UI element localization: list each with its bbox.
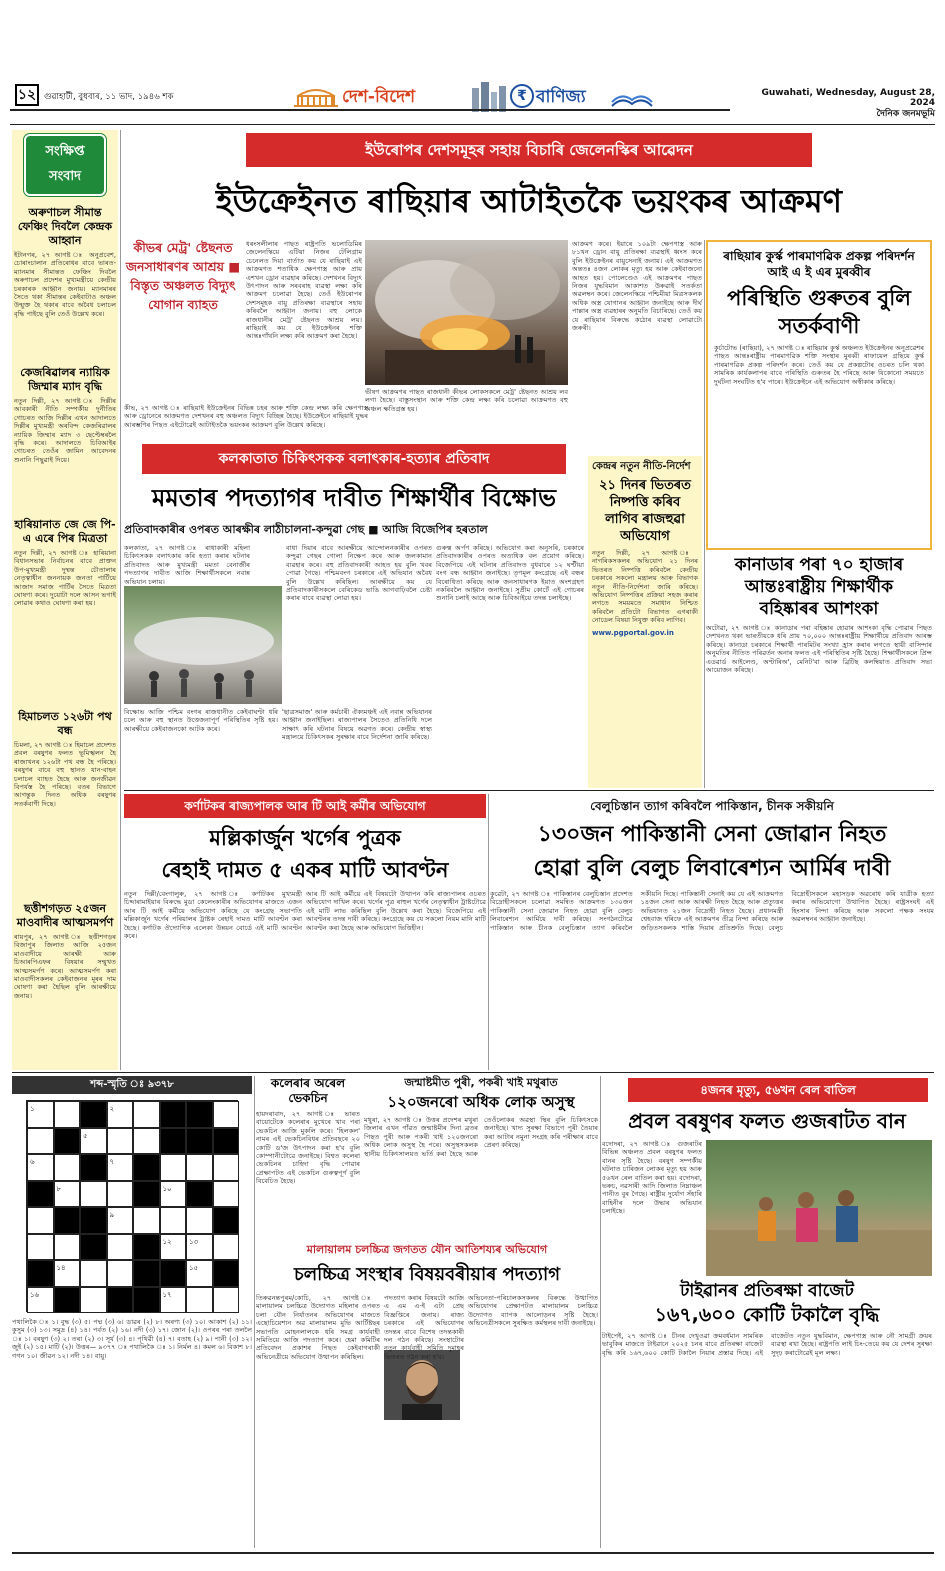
crossword-block [160,1128,187,1155]
crossword-block [54,1207,81,1234]
flood-rescue-illustration [706,1140,932,1276]
crossword-cell[interactable]: ৫ [80,1128,107,1155]
brief-item [14,902,116,1068]
column-rule [120,130,121,1070]
crossword-clues: পথালিকৈ ঃ ১। বুদ্ধ (৩) ৫। পদ্ম (৩) ৬। ডাৱৰ (২) ৮। অৰণ্য (৩) ১০। আকাশ (২) ১১। কুসুম (৩) ১৩। সমুদ্ৰ (৪) ১৪। পৰ্বত (২) ১৬। নদী (৩) ১৭। জোন (২)। ওপৰৰ পৰা তললৈ ঃ ১। বৰষুণ (৩) ২। তৰা (২) ৩। সূৰ্য (৩) ৪। পৃথিৱী (৪) ৭। বতাহ (২) ৯। পানী (৩) ১২। জুই (২) ১৫। মাটি (২)। উত্তৰ— ৯৩৭৭ ঃ পথালিকৈ ঃ ১। নিৰ্মল ৪। কমল ৬। বিকাশ ৮। গগন ১০। জীৱন ১২। নদী ১৪। বায়ু। [12,1318,252,1360]
skyline-icon [468,80,508,112]
crossword-cell[interactable]: ১৭ [160,1287,187,1314]
crossword-cell[interactable] [213,1181,240,1208]
date-english: Guwahati, Wednesday, August 28, 2024 [761,88,935,108]
kolkata-body1: কলকাতা, ২৭ আগষ্ট ঃ ৰাধাকাৰী মহিলা চিকিৎসকক বলাৎকাৰ কৰি হত্যা কৰাৰ ঘটনাৰ প্ৰতিবাদত আৰু মুখ্যমন্ত্ৰী মমতা বেনাৰ্জীৰ পদত্যাগৰ দাবীত আজি শিক্ষাৰ্থীসকলে নবান্ন অভিযান চলায়। [124,544,250,586]
pakistan-headline2: হোৱা বুলি বেলুচ লিবাৰেশ্যন আৰ্মিৰ দাবী [533,856,891,881]
crossword-cell[interactable] [54,1154,81,1181]
crossword-cell[interactable] [107,1260,134,1287]
kharge-band: কৰ্ণাটকৰ ৰাজ্যপালক আৰ টি আই কৰ্মীৰ অভিযোগ [124,794,486,818]
crossword-cell[interactable]: ১৩ [186,1234,213,1261]
crossword-block [80,1234,107,1261]
top-story-col3: আক্ৰমণ কৰে। ইয়াৰে ১০৯টা ক্ষেপণাস্ত্ৰ আৰু ৮১খন ড্ৰোন বায়ু প্ৰতিৰক্ষা ব্যৱস্থাই ধ্বংস কৰে বুলি ইউক্ৰেইনৰ বায়ুসেনাই জনায়। এই আক্ৰমণত অন্ততঃ ৪জন লোকৰ মৃত্যু হয় আৰু কেইবাজনো আহত হয়। পোলেণ্ডেও এই আক্ৰমণৰ পাছত নিজৰ যুদ্ধবিমান আকাশত উৰুৱাই সতৰ্কতা অৱলম্বন কৰে। জেলেনস্কিয়ে পশ্চিমীয়া মিত্ৰসকলক অধিক অস্ত্ৰ যোগানৰ আহ্বান জনাইছে আৰু দীৰ্ঘ পাল্লাৰ অস্ত্ৰ ব্যৱহাৰৰ অনুমতি বিচাৰিছে। তেওঁ কয় যে ৰাছিয়াৰ বিৰুদ্ধে কঠোৰ ব্যৱস্থা লোৱাটো জৰুৰী। [572,240,702,333]
crossword-cell[interactable] [213,1101,240,1128]
kursk-headline1: ৰাছিয়াৰ কুৰ্স্ক পাৰমাণৱিক প্ৰকল্প পৰিদৰ্শন আই এ ই এৰ মুৰব্বীৰ [723,249,915,279]
top-story-col2: ধৰংসলীলাৰ পাছত ৰাষ্ট্ৰপতি ভলোডিমিৰ জেলেনস্কিয়ে এটিয়া নিজৰ টেলিগ্ৰাম চেনেলত দিয়া বাৰ্তাত কয় যে ৰাছিয়াই এই আক্ৰমণত শতাধিক ক্ষেপণাস্ত্ৰ আৰু প্ৰায় এশখন ড্ৰোন ব্যৱহাৰ কৰিছে। দেশখনৰ বিদ্যুৎ উৎপাদন আৰু সৰবৰাহ ব্যৱস্থা লক্ষ্য কৰি আক্ৰমণ চলোৱা হৈছে। তেওঁ ইউৰোপৰ দেশসমূহক বায়ু প্ৰতিৰক্ষা ব্যৱস্থাৰে সহায় কৰিবলৈ আহ্বান জনায়। বহু লোকে ৰাজধানীৰ মেট্ৰ' ষ্টেছনত আশ্ৰয় লয়। ৰাছিয়াই কয় যে ইউক্ৰেইনৰ শক্তি আন্তঃগাঁথনি লক্ষ্য কৰি আক্ৰমণ কৰা হৈছে। [246,240,362,341]
crossword [12,1076,252,1546]
crossword-block [160,1260,187,1287]
kolkata-protest-photo [124,586,282,704]
crossword-block [133,1181,160,1208]
crossword-block [160,1101,187,1128]
kursk-body: কুৰ্চাটোভ (ৰাছিয়া), ২৭ আগষ্ট ঃ ৰাছিয়াৰ কুৰ্স্ক অঞ্চলত ইউক্ৰেইনৰ অনুপ্ৰৱেশৰ পাছত আন্তঃৰাষ্ট্ৰীয় পাৰমাণৱিক শক্তি সংস্থাৰ মুৰব্বী ৰাফায়েল গ্ৰছিয়ে কুৰ্স্ক পাৰমাণৱিক প্ৰকল্প পৰিদৰ্শন কৰে। তেওঁ কয় যে প্ৰকল্পটোৰ ওচৰত চলি থকা সামৰিক কাৰ্যকলাপৰ বাবে পৰিস্থিতি গুৰুতৰ হৈ পৰিছে আৰু যিকোনো সময়তে দুৰ্ঘটনা সংঘটিত হ'ব পাৰে। ইউক্ৰেইনে এই অভিযোগ অস্বীকাৰ কৰিছে। [714,344,924,386]
kursk-box [706,240,932,550]
kolkata-body5: 'ছাত্ৰসমাজ' আৰু কৰ্মচাৰী ঐক্যমঞ্চই এই নবান্ন অভিযানৰ আহ্বান জনাইছিল। ৰাজ্যপালৰ সৈতেও প্ৰতিনিধি দলে সাক্ষাৎ কৰি ঘটনাৰ বিষয়ে অৱগত কৰে। কেন্দ্ৰীয় স্বাস্থ্য মন্ত্ৰালয়ে চিকিৎসকৰ সুৰক্ষাৰ বাবে নিৰ্দেশনা জাৰি কৰিছে। [282,708,432,742]
page-number: ১২ [15,84,39,106]
crossword-cell[interactable]: ৮ [54,1181,81,1208]
guideline-box [588,456,702,788]
crossword-cell[interactable]: ১৬ [27,1287,54,1314]
ukraine-fire-photo [365,240,568,385]
taiwan-body: টাইপেই, ২৭ আগষ্ট ঃ চীনৰ দেখুওৱা ক্ৰমবৰ্ধমান সামৰিক ভাবুকিৰ মাজতে টাইৱানে ২০২৫ চনৰ বাবে প্ৰতিৰক্ষা বাজেট বৃদ্ধি কৰি ১৬৭,৬০০ কোটি টকালৈ নিয়াৰ প্ৰস্তাৱ দিছে। এই বাজেটত নতুন যুদ্ধবিমান, ক্ষেপণাস্ত্ৰ আৰু নৌ সামগ্ৰী ক্ৰয়ৰ ব্যৱস্থা ৰখা হৈছে। ৰাষ্ট্ৰপতি লাই চিং-তেয়ে কয় যে দেশৰ সুৰক্ষা সুদৃঢ় কৰাটোৱেই মূল লক্ষ্য। [602,1332,932,1357]
crossword-block [133,1260,160,1287]
crossword-cell[interactable] [133,1101,160,1128]
crossword-cell[interactable] [186,1154,213,1181]
rupee-icon: ₹ [510,84,534,108]
crossword-cell[interactable] [160,1154,187,1181]
kolkata-band: কলকাতাত চিকিৎসকক বলাৎকাৰ-হত্যাৰ প্ৰতিবাদ [142,444,566,474]
malayalam-body1: তিৰুৱনন্তপুৰম/কোচি, ২৭ আগষ্ট ঃ মালায়ালম চলচ্চিত্ৰ উদ্যোগত মহিলাৰ ওপৰত চলা যৌন নিৰ্যাতনৰ অভিযোগৰ মাজতে এছোচিয়েশ্যন অৱ মালায়ালম মুভি আৰ্টিষ্টছৰ সভাপতি মোহনলালকে ধৰি সমগ্ৰ কাৰ্যবাহী সমিতিয়ে আজি পদত্যাগ কৰে। হেমা কমিটিৰ প্ৰতিবেদন প্ৰকাশৰ পিছত কেইবাগৰাকী অভিনেত্ৰীয়ে অভিযোগ উত্থাপন কৰিছিল। [256,1294,380,1361]
taiwan-headline2: ১৬৭,৬০০ কোটি টকালৈ বৃদ্ধি [654,1304,880,1326]
brief-item-body: চিমলা, ২৭ আগষ্ট ঃ হিমাচল প্ৰদেশত প্ৰবল বৰষুণৰ ফলত ভূমিস্খলন হৈ ৰাজ্যখনৰ ১২৬টা পথ বন্ধ হৈ পৰিছে। বৰষুণৰ বাবে বহু স্থানত যান-বাহন চলাচল ব্যাহত হৈছে আৰু জনজীৱন বিপৰ্যস্ত হৈ পৰিছে। বতৰ বিভাগে আগন্তুক দিনত অধিক বৰষুণৰ সতৰ্কবাণী দিছে। [14,741,116,808]
canada-headline2: আন্তঃৰাষ্ট্ৰীয় শিক্ষাৰ্থীক [744,577,894,597]
brief-item-title: হাৰিয়ানাত জে জে পি-এ এৰে পিৰ মিত্ৰতা [14,518,116,545]
crossword-cell[interactable] [160,1207,187,1234]
kolkata-body3: গুৰুত্ব অৰ্পণ কৰিছে। অভিযোগ কৰা অনুসৰি, চৰকাৰে প্ৰতিবাদকাৰীৰ ওপৰত অত্যধিক বল প্ৰয়োগ কৰিছে। বিজেপিয়ে এই ঘটনাৰ প্ৰতিবাদত বুধবাৰে ১২ ঘণ্টীয়া বংগ বন্ধ আহ্বান জনাইছে। তৃণমূল কংগ্ৰেছে এই বন্ধৰ বিৰোধিতা কৰিছে আৰু জনসাধাৰণক ইয়াত অংশগ্ৰহণ নকৰিবলৈ আহ্বান জনাইছে। সুপ্ৰীম কোৰ্টে এই গোচৰৰ শুনানি চলাই আছে আৰু চিবিআইয়ে তদন্ত চলাইছে। [436,544,584,603]
crossword-cell[interactable] [27,1128,54,1155]
crossword-block [213,1207,240,1234]
top-story-pull-quote: কীভৰ মেট্ৰ' ষ্টেছনত জনসাধাৰণৰ আশ্ৰয় ■ বিস্তৃত অঞ্চলত বিদ্যুৎ যোগান ব্যাহত [125,240,241,312]
guideline-body: নতুন দিল্লী, ২৭ আগষ্ট ঃ নাগৰিকসকলৰ অভিযোগ ২১ দিনৰ ভিতৰত নিষ্পত্তি কৰিবলৈ কেন্দ্ৰীয় চৰকাৰে সকলো মন্ত্ৰালয় আৰু বিভাগক নতুন নীতি-নিৰ্দেশনা জাৰি কৰিছে। অভিযোগ নিষ্পত্তিৰ প্ৰক্ৰিয়া সহজ কৰাৰ লগতে সময়মতে সমাধান নিশ্চিত কৰিবলৈ প্ৰতিটো বিভাগত এগৰাকী নোডেল বিষয়া নিযুক্ত কৰিব লাগিব। [592,549,698,625]
kolkata-body4: বিক্ষোভ আজি পশ্চিম বংগৰ ৰাজধানীত কেইবাঘণ্টা ধৰি চলে আৰু বহু স্থানত উত্তেজনাপূৰ্ণ পৰিস্থিতিৰ সৃষ্টি হয়। আৰক্ষীয়ে কেইবাজনকো আটক কৰে। [124,708,278,733]
crossword-cell[interactable]: ১৪ [54,1260,81,1287]
malayalam-headline: চলচ্চিত্ৰ সংস্থাৰ বিষয়বৰীয়াৰ পদত্যাগ [293,1264,561,1285]
brief-item-title: ছত্তীশগড়ত ২৫জন মাওবাদীৰ আত্মসমৰ্পণ [16,902,114,929]
date-assamese: গুৱাহাটী, বুধবাৰ, ১১ ভাদ, ১৯৪৬ শক [44,92,174,102]
brief-item-body: নতুন দিল্লী, ২৭ আগষ্ট ঃ দিল্লীৰ আবকাৰী নীতি সম্পৰ্কীয় দুৰ্নীতিৰ গোচৰত আজি দিল্লীৰ এখন আদালতে দিল্লীৰ মুখ্যমন্ত্ৰী অৰবিন্দ কেজৰিৱালৰ ন্যায়িক জিম্মাৰ ম্যাদ ৩ ছেপ্টেম্বৰলৈ বৃদ্ধি কৰে। আদালতে চিবিআইৰ গোচৰত তেওঁৰ জামিন আবেদনৰ শুনানি পিছুৱাই দিয়ে। [14,397,116,464]
crossword-block [186,1101,213,1128]
top-story-kicker: ইউৰোপৰ দেশসমূহৰ সহায় বিচাৰি জেলেনস্কিৰ আৱেদন [246,133,812,167]
crossword-block [133,1287,160,1314]
kharge-headline2: ৰেহাই দামত ৫ একৰ মাটি আবণ্টন [161,858,449,882]
guideline-headline: ২১ দিনৰ ভিতৰত নিষ্পত্তি কৰিব লাগিব ৰাজহুৱা অভিযোগ [599,478,691,544]
crossword-cell[interactable]: ৭ [107,1154,134,1181]
crossword-block [186,1128,213,1155]
brief-item-body: ৰায়পুৰ, ২৭ আগষ্ট ঃ ছত্তীশগড়ৰ বিজাপুৰ জিলাত আজি ২৫জন মাওবাদীয়ে আৰক্ষী আৰু চিআৰপিএফৰ বিষয়াৰ সন্মুখত আত্মসমৰ্পণ কৰে। আত্মসমৰ্পণ কৰা মাওবাদীসকলৰ কেইবাজনৰ মূৰৰ দাম ঘোষণা কৰা হৈছিল বুলি আৰক্ষীয়ে জনায়। [14,933,116,1000]
kolkata-headline: মমতাৰ পদত্যাগৰ দাবীত শিক্ষাৰ্থীৰ বিক্ষোভ [152,484,556,512]
brief-item [14,206,116,364]
crossword-cell[interactable] [54,1101,81,1128]
masthead-rule [10,109,730,111]
crossword-cell[interactable]: ১২ [160,1234,187,1261]
gujarat-band: ৪জনৰ মৃত্যু, ৫৬খন ৰেল বাতিল [628,1078,928,1102]
malayalam-body2: পদত্যাগ কৰাৰ বিষয়টো আজি এ এম এ-ই এটা প্ৰেছ বিজ্ঞপ্তিৰে জনায়। ৰাজ্য চৰকাৰে এই অভিযোগৰ তদন্তৰ বাবে বিশেষ তদন্তকাৰী দল গঠন কৰিছে। সংস্থাটোৰ নতুন কাৰ্যবাহী সমিতি দুমাহৰ ভিতৰত গঠন কৰা হ'ব। [384,1294,464,1361]
paper-name: দৈনিক জনমভূমি [876,109,935,119]
crossword-cell[interactable]: ১ [27,1101,54,1128]
cholera-body: হায়দৰাবাদ, ২৭ আগষ্ট ঃ ভাৰত বায়োটেকে কলেৰাৰ মুখেৰে খাব পৰা ভেকচিন আজি মুকলি কৰে। 'হিলকল' নামৰ এই ভেকচিনবিধৰ প্ৰতিবছৰে ২০ কোটি ড'জ উৎপাদন কৰা হ'ব বুলি কোম্পানীটোৱে জনাইছে। বিশ্বত কলেৰা ভেকচিনৰ চাহিদা বৃদ্ধি পোৱাৰ প্ৰেক্ষাপটত এই ভেকচিন গুৰুত্বপূৰ্ণ বুলি বিবেচিত হৈছে। [256,1110,360,1186]
parliament-icon [292,86,340,108]
mathura-body: মথুৰা, ২৭ আগষ্ট ঃ উত্তৰ প্ৰদেশৰ মথুৰা জিলাৰ এখন গাঁৱত জন্মাষ্টমীৰ দিনা ব্ৰতৰ পিছত পুৰী আৰু পকৰী খাই ১২০জনৰো অধিক লোক অসুস্থ হৈ পৰে। অসুস্থসকলক স্থানীয় চিকিৎসালয়ত ভৰ্তি কৰা হৈছে আৰু তেওঁলোকৰ অৱস্থা স্থিৰ বুলি চিকিৎসকে জনাইছে। খাদ্য সুৰক্ষা বিভাগে পুৰী তৈয়াৰ কৰা আটাৰ নমুনা সংগ্ৰহ কৰি পৰীক্ষাৰ বাবে প্ৰেৰণ কৰিছে। [364,1116,598,1158]
crossword-cell[interactable] [80,1260,107,1287]
cholera-headline: কলেৰাৰ অৰেল ভেকচিন [270,1076,346,1105]
brief-item-title: অৰুণাচল সীমান্ত ফেঞ্চিং দিবলৈ কেন্দ্ৰক আহ্বান [17,206,113,247]
crossword-block [80,1101,107,1128]
crossword-block [27,1181,54,1208]
crossword-title: শব্দ-স্মৃতি ঃ ৯৩৭৮ [12,1076,252,1094]
crossword-cell[interactable]: ২ [107,1101,134,1128]
top-story-photo-caption: ভীষণ আক্ৰমণৰ পাছত ৰাজধানী কীভৰ লোকসকলে মেট্ৰ' ষ্টেছনত আশ্ৰয় লব লগা হৈছে। বাস্তুসংস্থান আৰু শক্তি কেন্দ্ৰ লক্ষ্য কৰি চলোৱা আক্ৰমণত বহু অঞ্চল ক্ষতিগ্ৰস্ত হয়। [365,388,568,413]
crossword-cell[interactable] [80,1287,107,1314]
mathura-article [364,1076,598,1236]
crossword-cell[interactable] [186,1207,213,1234]
crossword-block [54,1287,81,1314]
crossword-block [80,1207,107,1234]
brief-item-title: হিমাচলত ১২৬টা পথ বন্ধ [18,710,112,737]
pakistan-body: কুৱেটা, ২৭ আগষ্ট ঃ পাকিস্তানৰ বেলুচিস্তান প্ৰদেশত বিদ্ৰোহীসকলে চলোৱা সমন্বিত আক্ৰমণত ১৩০জন পাকিস্তানী সেনা জোৱান নিহত হোৱা বুলি বেলুচ লিবাৰেশ্যন আৰ্মিয়ে দাবী কৰিছে। সংগঠনটোৱে পাকিস্তান আৰু চীনক বেলুচিস্তান ত্যাগ কৰিবলৈ সকীয়নি দিছে। পাকিস্তানী সেনাই কয় যে এই আক্ৰমণত ১৪জন সেনা আৰু আৰক্ষী নিহত হৈছে আৰু প্ৰত্যুত্তৰ অভিযানত ২১জন বিদ্ৰোহী নিহত হৈছে। প্ৰধানমন্ত্ৰী শ্বেহবাজ শ্বৰিফে এই আক্ৰমণৰ তীব্ৰ নিন্দা কৰিছে আৰু জড়িতসকলক শাস্তি দিয়াৰ প্ৰতিশ্ৰুতি দিছে। বেলুচ বিদ্ৰোহীসকলে মহাসড়ক অৱৰোধ কৰি যাত্ৰীক হত্যা কৰাৰ অভিযোগো উত্থাপিত হৈছে। ৰাষ্ট্ৰসংঘই এই হিংসাৰ নিন্দা কৰিছে আৰু সকলো পক্ষক সংযম অৱলম্বনৰ আহ্বান জনাইছে। [490,890,934,932]
brief-item [14,366,116,514]
fire-smoke-illustration [365,240,568,385]
brief-badge-line1: সংক্ষিপ্ত [45,144,85,159]
logo-banijya: বাণিজ্য [536,87,586,107]
canada-headline3: বহিষ্কাৰৰ আশংকা [759,599,879,619]
page-bottom-rule [12,1552,934,1554]
crossword-cell[interactable]: ১৫ [186,1260,213,1287]
pakistan-headline1: ১৩০জন পাকিস্তানী সেনা জোৱান নিহত [537,822,887,847]
protest-illustration [124,586,282,704]
crossword-block [133,1234,160,1261]
masthead [0,0,945,126]
top-story-intro: কীভ, ২৭ আগষ্ট ঃ ৰাছিয়াই ইউক্ৰেইনৰ বিভিন্ন চহৰ আৰু শক্তি কেন্দ্ৰ লক্ষ্য কৰি ক্ষেপণাস্ত্ৰ আৰু ড্ৰোনেৰে আক্ৰমণত দেশখনৰ বহু অঞ্চলত বিদ্যুৎ বিচ্ছিন্ন হৈছে। ইউক্ৰেইনে ৰাছিয়াই যুদ্ধৰ আৰম্ভণিৰ পিছত এইটোৱেই আটাইতকৈ ভয়ংকৰ আক্ৰমণ বুলি উল্লেখ কৰিছে। [124,404,368,429]
crossword-cell[interactable] [54,1234,81,1261]
pakistan-kicker: বেলুচিস্তান ত্যাগ কৰিবলৈ পাকিস্তান, চীনক সকীয়নি [590,799,834,813]
brief-item-title: কেজৰিৱালৰ ন্যায়িক জিম্মাৰ ম্যাদ বৃদ্ধি [20,366,110,393]
brief-item-body: ইটানগৰ, ২৭ আগষ্ট ঃ অনুপ্ৰবেশ, চোৰাংচালান প্ৰতিৰোধৰ বাবে ভাৰত-ম্যানমাৰ সীমান্তত ফেঞ্চিং দিবলৈ অৰুণাচল প্ৰদেশৰ মুখ্যমন্ত্ৰীয়ে কেন্দ্ৰীয় চৰকাৰক আহ্বান জনায়। ম্যানমাৰৰ সৈতে থকা সীমান্তৰ কেইবাটাও অঞ্চল উন্মুক্ত হৈ থকাৰ বাবে অবৈধ চলাচল বৃদ্ধি পাইছে বুলি তেওঁ উল্লেখ কৰে। [14,251,116,318]
column-rule [488,794,489,1070]
kolkata-body2: বাধা দিয়াৰ বাবে আৰক্ষীয়ে আন্দোলনকাৰীৰ ওপৰত কন্দুৱা গেছৰ গোলা নিক্ষেপ কৰে আৰু জলকামান ব্যৱহাৰ কৰে। বহু প্ৰতিবাদকাৰী আহত হয় বুলি খবৰ পোৱা গৈছে। পশ্চিমবংগ চৰকাৰে এই অভিযান অবৈধ বুলি উল্লেখ কৰিছিল। আৰক্ষীয়ে কয় যে প্ৰতিবাদকাৰীসকলে বেৰিকেড ভাঙি আগবাঢ়িবলৈ চেষ্টা কৰাৰ বাবে ব্যৱস্থা লোৱা হয়। [286,544,432,603]
brief-news-badge [24,134,106,196]
guideline-website[interactable]: www.pgportal.gov.in [592,628,674,637]
column-rule [600,1076,601,1548]
crossword-block [27,1260,54,1287]
masthead-rule-2 [10,124,935,125]
cholera-article [256,1076,360,1236]
crossword-cell[interactable] [186,1287,213,1314]
crossword-cell[interactable] [213,1234,240,1261]
kharge-body1: নতুন দিল্লী/বেংগালুৰু, ২৭ আগষ্ট ঃ কৰ্ণাটকৰ মুখ্যমন্ত্ৰী চিদ্দাৰামাইয়াৰ বিৰুদ্ধে মুডা কেলেংকাৰীৰ অভিযোগৰ মাজতে এজন আৰ টি আই কৰ্মীয়ে অভিযোগ কৰিছে যে কংগ্ৰেছ সভাপতি মল্লিকাৰ্জুন খৰ্গেৰ পৰিয়ালৰ ট্ৰাষ্টক ৰেহাই দামত মাটি আবণ্টন কৰা হৈছে। কৰ্ণাটক ঔদ্যোগিক এলেকা উন্নয়ন বোৰ্ডে এই মাটি আবণ্টন কৰে। [124,890,302,941]
crossword-cell[interactable]: ১০ [160,1181,187,1208]
column-rule [704,240,705,788]
crossword-cell[interactable] [133,1207,160,1234]
taiwan-article [602,1280,932,1546]
section-divider [124,790,934,791]
crossword-cell[interactable] [27,1234,54,1261]
malayalam-body3: অভিনেতা-পৰিচালকসকলৰ বিৰুদ্ধে উত্থাপিত অভিযোগৰ প্ৰেক্ষাপটত মালায়ালম চলচ্চিত্ৰ উদ্যোগত ব্যাপক আলোড়নৰ সৃষ্টি হৈছে। অভিনেত্ৰীসকলে সুৰক্ষিত কৰ্মস্থলৰ দাবী জনাইছে। [468,1294,598,1328]
brief-item [14,710,116,898]
brief-badge-line2: সংবাদ [48,169,82,184]
malayalam-band: মালায়ালম চলচ্চিত্ৰ জগতত যৌন আতিশয্যৰ অভিযোগ [306,1243,548,1256]
crossword-cell[interactable]: ৬ [27,1154,54,1181]
kursk-headline2: পৰিস্থিতি গুৰুতৰ বুলি সতৰ্কবাণী [727,286,911,338]
crossword-cell[interactable] [213,1154,240,1181]
crossword-cell[interactable] [213,1287,240,1314]
gujarat-headline: প্ৰবল বৰষুণৰ ফলত গুজৰাটত বান [628,1109,906,1133]
taiwan-headline1: টাইৱানৰ প্ৰতিৰক্ষা বাজেট [680,1281,854,1301]
canada-body: অটোৱা, ২৭ আগষ্ট ঃ কানাডাৰ পৰা বহিষ্কাৰ হোৱাৰ আশংকা বৃদ্ধি পোৱাৰ পিছত দেশখনত থকা ভাৰতীয়কে ধৰি প্ৰায় ৭০,০০০ আন্তঃৰাষ্ট্ৰীয় শিক্ষাৰ্থীয়ে প্ৰতিবাদ আৰম্ভ কৰিছে। কানাডা চৰকাৰে শিক্ষাৰ্থী পাৰমিটৰ সংখ্যা হ্ৰাস কৰাৰ লগতে স্থায়ী বাসিন্দাৰ অনুমতিৰ নীতিত পৰিৱৰ্তন অনাৰ ফলত এই পৰিস্থিতিৰ সৃষ্টি হৈছে। শিক্ষাৰ্থীসকলে প্ৰিন্স এডৱাৰ্ড আইলেণ্ড, অণ্টাৰিঅ', মেনিট'বা আৰু ব্ৰিটিছ কলম্বিয়াত প্ৰতিবাদ সভা আয়োজন কৰিছে। [706,624,932,675]
kharge-body2: আৰ টি আই কৰ্মীয়ে এই বিষয়টো উত্থাপন কৰি ৰাজ্যপালৰ ওচৰত অভিযোগ দাখিল কৰে। খৰ্গেৰ পুত্ৰ ৰাহুল খৰ্গেৰ নেতৃত্বাধীন ট্ৰাষ্টটোৱে এই মাটি লাভ কৰিছিল বুলি উল্লেখ কৰা হৈছে। বিজেপিয়ে এই আবণ্টনৰ তদন্ত দাবী কৰিছে। কংগ্ৰেছে কয় যে সকলো নিয়ম মানি মাটি আবণ্টন কৰা হৈছে আৰু অভিযোগ ভিত্তিহীন। [306,890,486,932]
section-divider [12,1072,934,1073]
crossword-block [107,1287,134,1314]
kolkata-subhead: প্ৰতিবাদকাৰীৰ ওপৰত আৰক্ষীৰ লাঠীচালনা-কন্দুৱা গেছ ■ আজি বিজেপিৰ হৰতাল [124,523,488,536]
crossword-cell[interactable] [80,1181,107,1208]
gujarat-body: বদোদৰা, ২৭ আগষ্ট ঃ গুজৰাটৰ বিভিন্ন অঞ্চলত প্ৰবল বৰষুণৰ ফলত বানৰ সৃষ্টি হৈছে। বৰষুণ সম্পৰ্কীয় ঘটনাত চাৰিজন লোকৰ মৃত্যু হয় আৰু ৫৬খন ৰেল বাতিল কৰা হয়। বদোদৰা, ভৰুচ, নৱসাৰী আদি জিলাত নিম্নাঞ্চল পানীত বুৰ গৈছে। ৰাষ্ট্ৰীয় দুৰ্যোগ সঁহাৰি বাহিনীৰ দলে উদ্ধাৰ অভিযান চলাইছে। [602,1140,702,1216]
crossword-cell[interactable] [107,1234,134,1261]
crossword-block [186,1181,213,1208]
top-story-headline: ইউক্ৰেইনত ৰাছিয়াৰ আটাইতকৈ ভয়ংকৰ আক্ৰমণ [215,182,843,220]
gujarat-flood-photo [706,1140,932,1276]
crossword-cell[interactable] [133,1128,160,1155]
canada-headline1: কানাডাৰ পৰা ৭০ হাজাৰ [734,555,904,575]
crossword-block [133,1154,160,1181]
crossword-block [80,1154,107,1181]
crossword-cell[interactable]: ৯ [107,1207,134,1234]
column-rule [254,1076,255,1548]
guideline-kicker: কেন্দ্ৰৰ নতুন নীতি-নিৰ্দেশ [592,461,691,472]
brief-item [14,518,116,706]
crossword-cell[interactable] [107,1181,134,1208]
kharge-headline1: মল্লিকাৰ্জুন খৰ্গেৰ পুত্ৰক [209,826,401,850]
brief-item-body: নতুন দিল্লী, ২৭ আগষ্ট ঃ হাৰিয়ানা বিধানসভাৰ নিৰ্বাচনৰ বাবে প্ৰাক্তন উপ-মুখ্যমন্ত্ৰী দুষ্মন্ত চৌতালাৰ নেতৃত্বাধীন জননায়ক জনতা পাৰ্টিয়ে আজাদ সমাজ পাৰ্টিৰ সৈতে মিত্ৰতা ঘোষণা কৰে। দুয়োটা দলে আসন ভগাই লোৱাৰ কথাও ঘোষণা কৰা হয়। [14,549,116,608]
crossword-cell[interactable] [107,1128,134,1155]
canada-article [706,554,932,788]
book-icon [610,86,654,110]
crossword-block [213,1128,240,1155]
mathura-kicker: জন্মাষ্টমীত পুৰী, পকৰী খাই মথুৰাত [404,1076,558,1089]
crossword-grid [26,1100,238,1312]
crossword-block [54,1128,81,1155]
crossword-cell[interactable] [27,1207,54,1234]
crossword-block [213,1260,240,1287]
brief-news-column [12,130,118,1070]
mathura-headline: ১২০জনৰো অধিক লোক অসুস্থ [387,1093,575,1111]
logo-desh-bidesh: দেশ-বিদেশ [342,87,416,107]
